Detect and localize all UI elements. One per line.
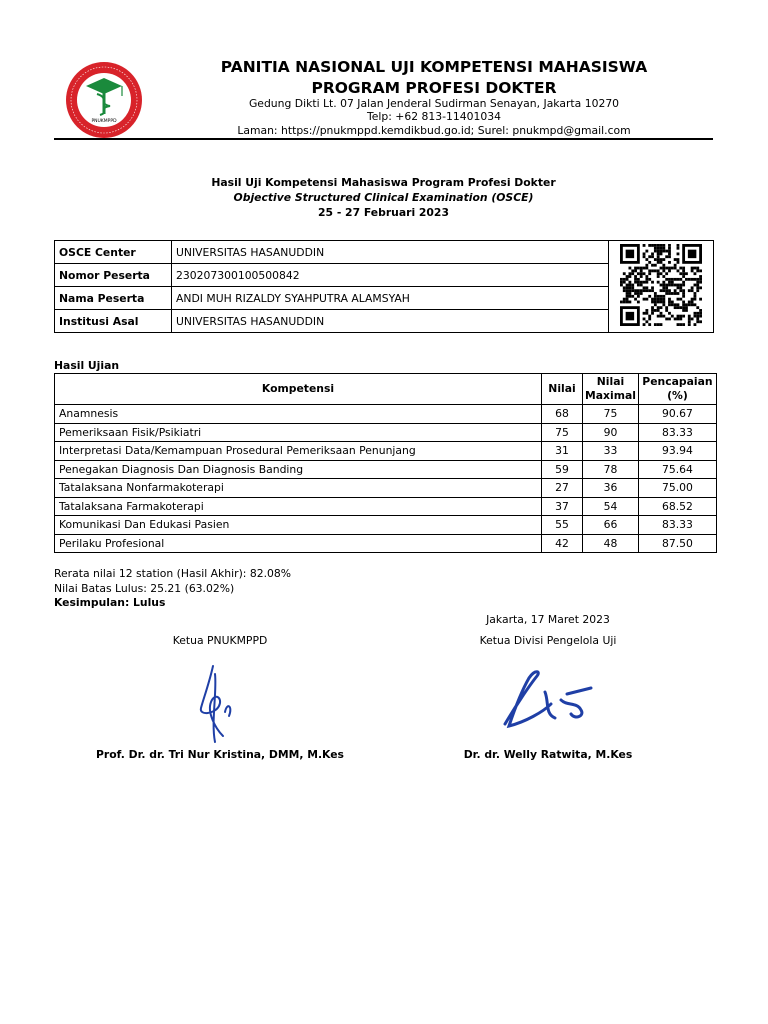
info-row	[55, 241, 714, 264]
table-row	[55, 423, 717, 442]
info-label: OSCE Center	[55, 241, 172, 264]
cell-nilai-maximal: 54	[583, 497, 639, 516]
table-row	[55, 405, 717, 424]
summary-kesimpulan: Kesimpulan: Lulus	[54, 596, 166, 609]
header-title-line2: PROGRAM PROFESI DOKTER	[311, 79, 557, 97]
cell-nilai: 42	[542, 534, 583, 553]
info-label: Institusi Asal	[55, 310, 172, 333]
cell-nilai: 27	[542, 479, 583, 498]
left-signature	[185, 662, 245, 744]
cell-nilai: 68	[542, 405, 583, 424]
col-pencapaian: Pencapaian (%)	[638, 374, 716, 405]
cell-nilai-maximal: 90	[583, 423, 639, 442]
cell-pencapaian: 68.52	[638, 497, 716, 516]
cell-nilai-maximal: 33	[583, 442, 639, 461]
info-label: Nomor Peserta	[55, 264, 172, 287]
results-header-row	[55, 374, 717, 405]
table-row	[55, 497, 717, 516]
cell-nilai-maximal: 66	[583, 516, 639, 535]
cell-pencapaian: 75.64	[638, 460, 716, 479]
header-title-line1: PANITIA NASIONAL UJI KOMPETENSI MAHASISWA	[220, 58, 648, 76]
sign-place-date: Jakarta, 17 Maret 2023	[486, 613, 610, 626]
summary-rerata: Rerata nilai 12 station (Hasil Akhir): 82.08%	[54, 567, 292, 580]
cell-pencapaian: 75.00	[638, 479, 716, 498]
info-value: UNIVERSITAS HASANUDDIN	[172, 310, 609, 333]
col-nilai: Nilai	[542, 374, 583, 405]
sign-left-role: Ketua PNUKMPPD	[172, 634, 268, 647]
summary-batas-lulus: Nilai Batas Lulus: 25.21 (63.02%)	[54, 582, 235, 595]
info-label: Nama Peserta	[55, 287, 172, 310]
table-row	[55, 534, 717, 553]
cell-nilai: 31	[542, 442, 583, 461]
cell-nilai: 37	[542, 497, 583, 516]
cell-nilai: 55	[542, 516, 583, 535]
col-kompetensi: Kompetensi	[55, 374, 542, 405]
cell-kompetensi: Tatalaksana Nonfarmakoterapi	[55, 479, 542, 498]
cell-kompetensi: Interpretasi Data/Kemampuan Prosedural Pemeriksaan Penunjang	[55, 442, 542, 461]
header-phone: Telp: +62 813-11401034	[366, 110, 501, 123]
header-divider	[54, 138, 713, 140]
header-address: Gedung Dikti Lt. 07 Jalan Jenderal Sudirman Senayan, Jakarta 10270	[248, 97, 620, 110]
cell-kompetensi: Tatalaksana Farmakoterapi	[55, 497, 542, 516]
cell-pencapaian: 83.33	[638, 516, 716, 535]
cell-kompetensi: Pemeriksaan Fisik/Psikiatri	[55, 423, 542, 442]
cell-kompetensi: Perilaku Profesional	[55, 534, 542, 553]
svg-text:PNUKMPPD: PNUKMPPD	[91, 119, 117, 124]
cell-pencapaian: 93.94	[638, 442, 716, 461]
table-row	[55, 460, 717, 479]
cell-pencapaian: 87.50	[638, 534, 716, 553]
cell-nilai-maximal: 48	[583, 534, 639, 553]
sign-right-name: Dr. dr. Welly Ratwita, M.Kes	[463, 748, 633, 761]
table-row	[55, 442, 717, 461]
results-title: Hasil Ujian	[54, 359, 120, 372]
cell-kompetensi: Komunikasi Dan Edukasi Pasien	[55, 516, 542, 535]
qr-code-icon	[620, 244, 702, 326]
sign-right-role: Ketua Divisi Pengelola Uji	[479, 634, 617, 647]
table-row	[55, 516, 717, 535]
pnukmppd-logo	[64, 60, 144, 140]
cell-pencapaian: 90.67	[638, 405, 716, 424]
col-nilai-maximal: Nilai Maximal	[583, 374, 639, 405]
cell-nilai: 75	[542, 423, 583, 442]
table-row	[55, 479, 717, 498]
info-value: ANDI MUH RIZALDY SYAHPUTRA ALAMSYAH	[172, 287, 609, 310]
cell-kompetensi: Anamnesis	[55, 405, 542, 424]
cell-kompetensi: Penegakan Diagnosis Dan Diagnosis Banding	[55, 460, 542, 479]
cell-nilai: 59	[542, 460, 583, 479]
doc-title: Hasil Uji Kompetensi Mahasiswa Program Profesi Dokter	[211, 176, 556, 189]
cell-pencapaian: 83.33	[638, 423, 716, 442]
cell-nilai-maximal: 36	[583, 479, 639, 498]
sign-left-name: Prof. Dr. dr. Tri Nur Kristina, DMM, M.Kes	[96, 748, 344, 761]
exam-dates: 25 - 27 Februari 2023	[318, 206, 449, 219]
info-value: UNIVERSITAS HASANUDDIN	[172, 241, 609, 264]
info-value: 230207300100500842	[172, 264, 609, 287]
qr-code-cell	[609, 241, 714, 333]
results-table	[54, 373, 717, 553]
participant-info-table	[54, 240, 714, 333]
header-web: Laman: https://pnukmppd.kemdikbud.go.id; Surel: pnukmpd@gmail.com	[237, 124, 631, 137]
exam-name: Objective Structured Clinical Examination (OSCE)	[233, 191, 534, 204]
cell-nilai-maximal: 75	[583, 405, 639, 424]
cell-nilai-maximal: 78	[583, 460, 639, 479]
right-signature	[495, 662, 600, 737]
